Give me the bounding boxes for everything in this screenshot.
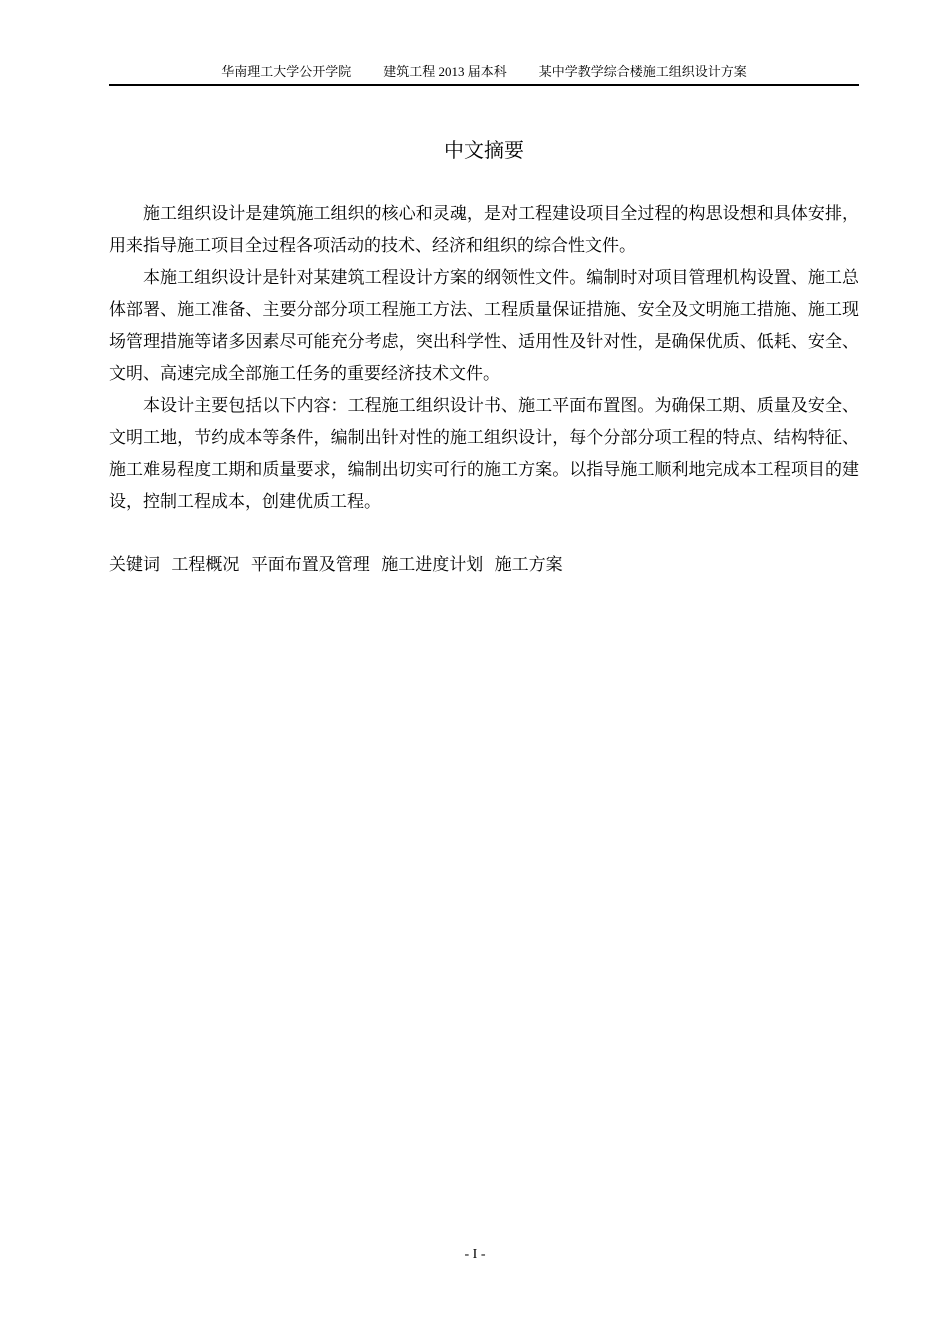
header-project: 某中学教学综合楼施工组织设计方案 bbox=[538, 65, 747, 80]
keyword-item: 工程概况 bbox=[171, 555, 240, 575]
header-program: 建筑工程 2013 届本科 bbox=[383, 64, 507, 79]
abstract-paragraph: 本施工组织设计是针对某建筑工程设计方案的纲领性文件。编制时对项目管理机构设置、施工总体部署、施工准备、主要分部分项工程施工方法、工程质量保证措施、安全及文明施工措施、施工现场管理措施等诸多因素尽可能充分考虑，突出科学性、适用性及针对性，是确保优质、低耗、安全、文明、高速完成全部施工任务的重要经济技术文件。 bbox=[109, 268, 859, 384]
abstract-paragraph: 本设计主要包括以下内容：工程施工组织设计书、施工平面布置图。为确保工期、质量及安全、文明工地，节约成本等条件，编制出针对性的施工组织设计，每个分部分项工程的特点、结构特征、施工难易程度工期和质量要求，编制出切实可行的施工方案。以指导施工顺利地完成本工程项目的建设，控制工程成本，创建优质工程。 bbox=[109, 396, 859, 512]
keyword-item: 平面布置及管理 bbox=[250, 555, 370, 575]
keywords-label: 关键词 bbox=[109, 555, 160, 575]
header-school: 华南理工大学公开学院 bbox=[221, 65, 352, 80]
abstract-paragraph: 施工组织设计是建筑施工组织的核心和灵魂，是对工程建设项目全过程的构思设想和具体安排，用来指导施工项目全过程各项活动的技术、经济和组织的综合性文件。 bbox=[109, 204, 859, 256]
abstract-title: 中文摘要 bbox=[444, 138, 524, 162]
keywords-line bbox=[109, 550, 859, 580]
abstract-body bbox=[109, 198, 859, 518]
keyword-item: 施工方案 bbox=[494, 555, 563, 575]
page-number: - I - bbox=[464, 1247, 486, 1262]
page-header bbox=[109, 60, 859, 86]
keyword-item: 施工进度计划 bbox=[381, 555, 484, 575]
